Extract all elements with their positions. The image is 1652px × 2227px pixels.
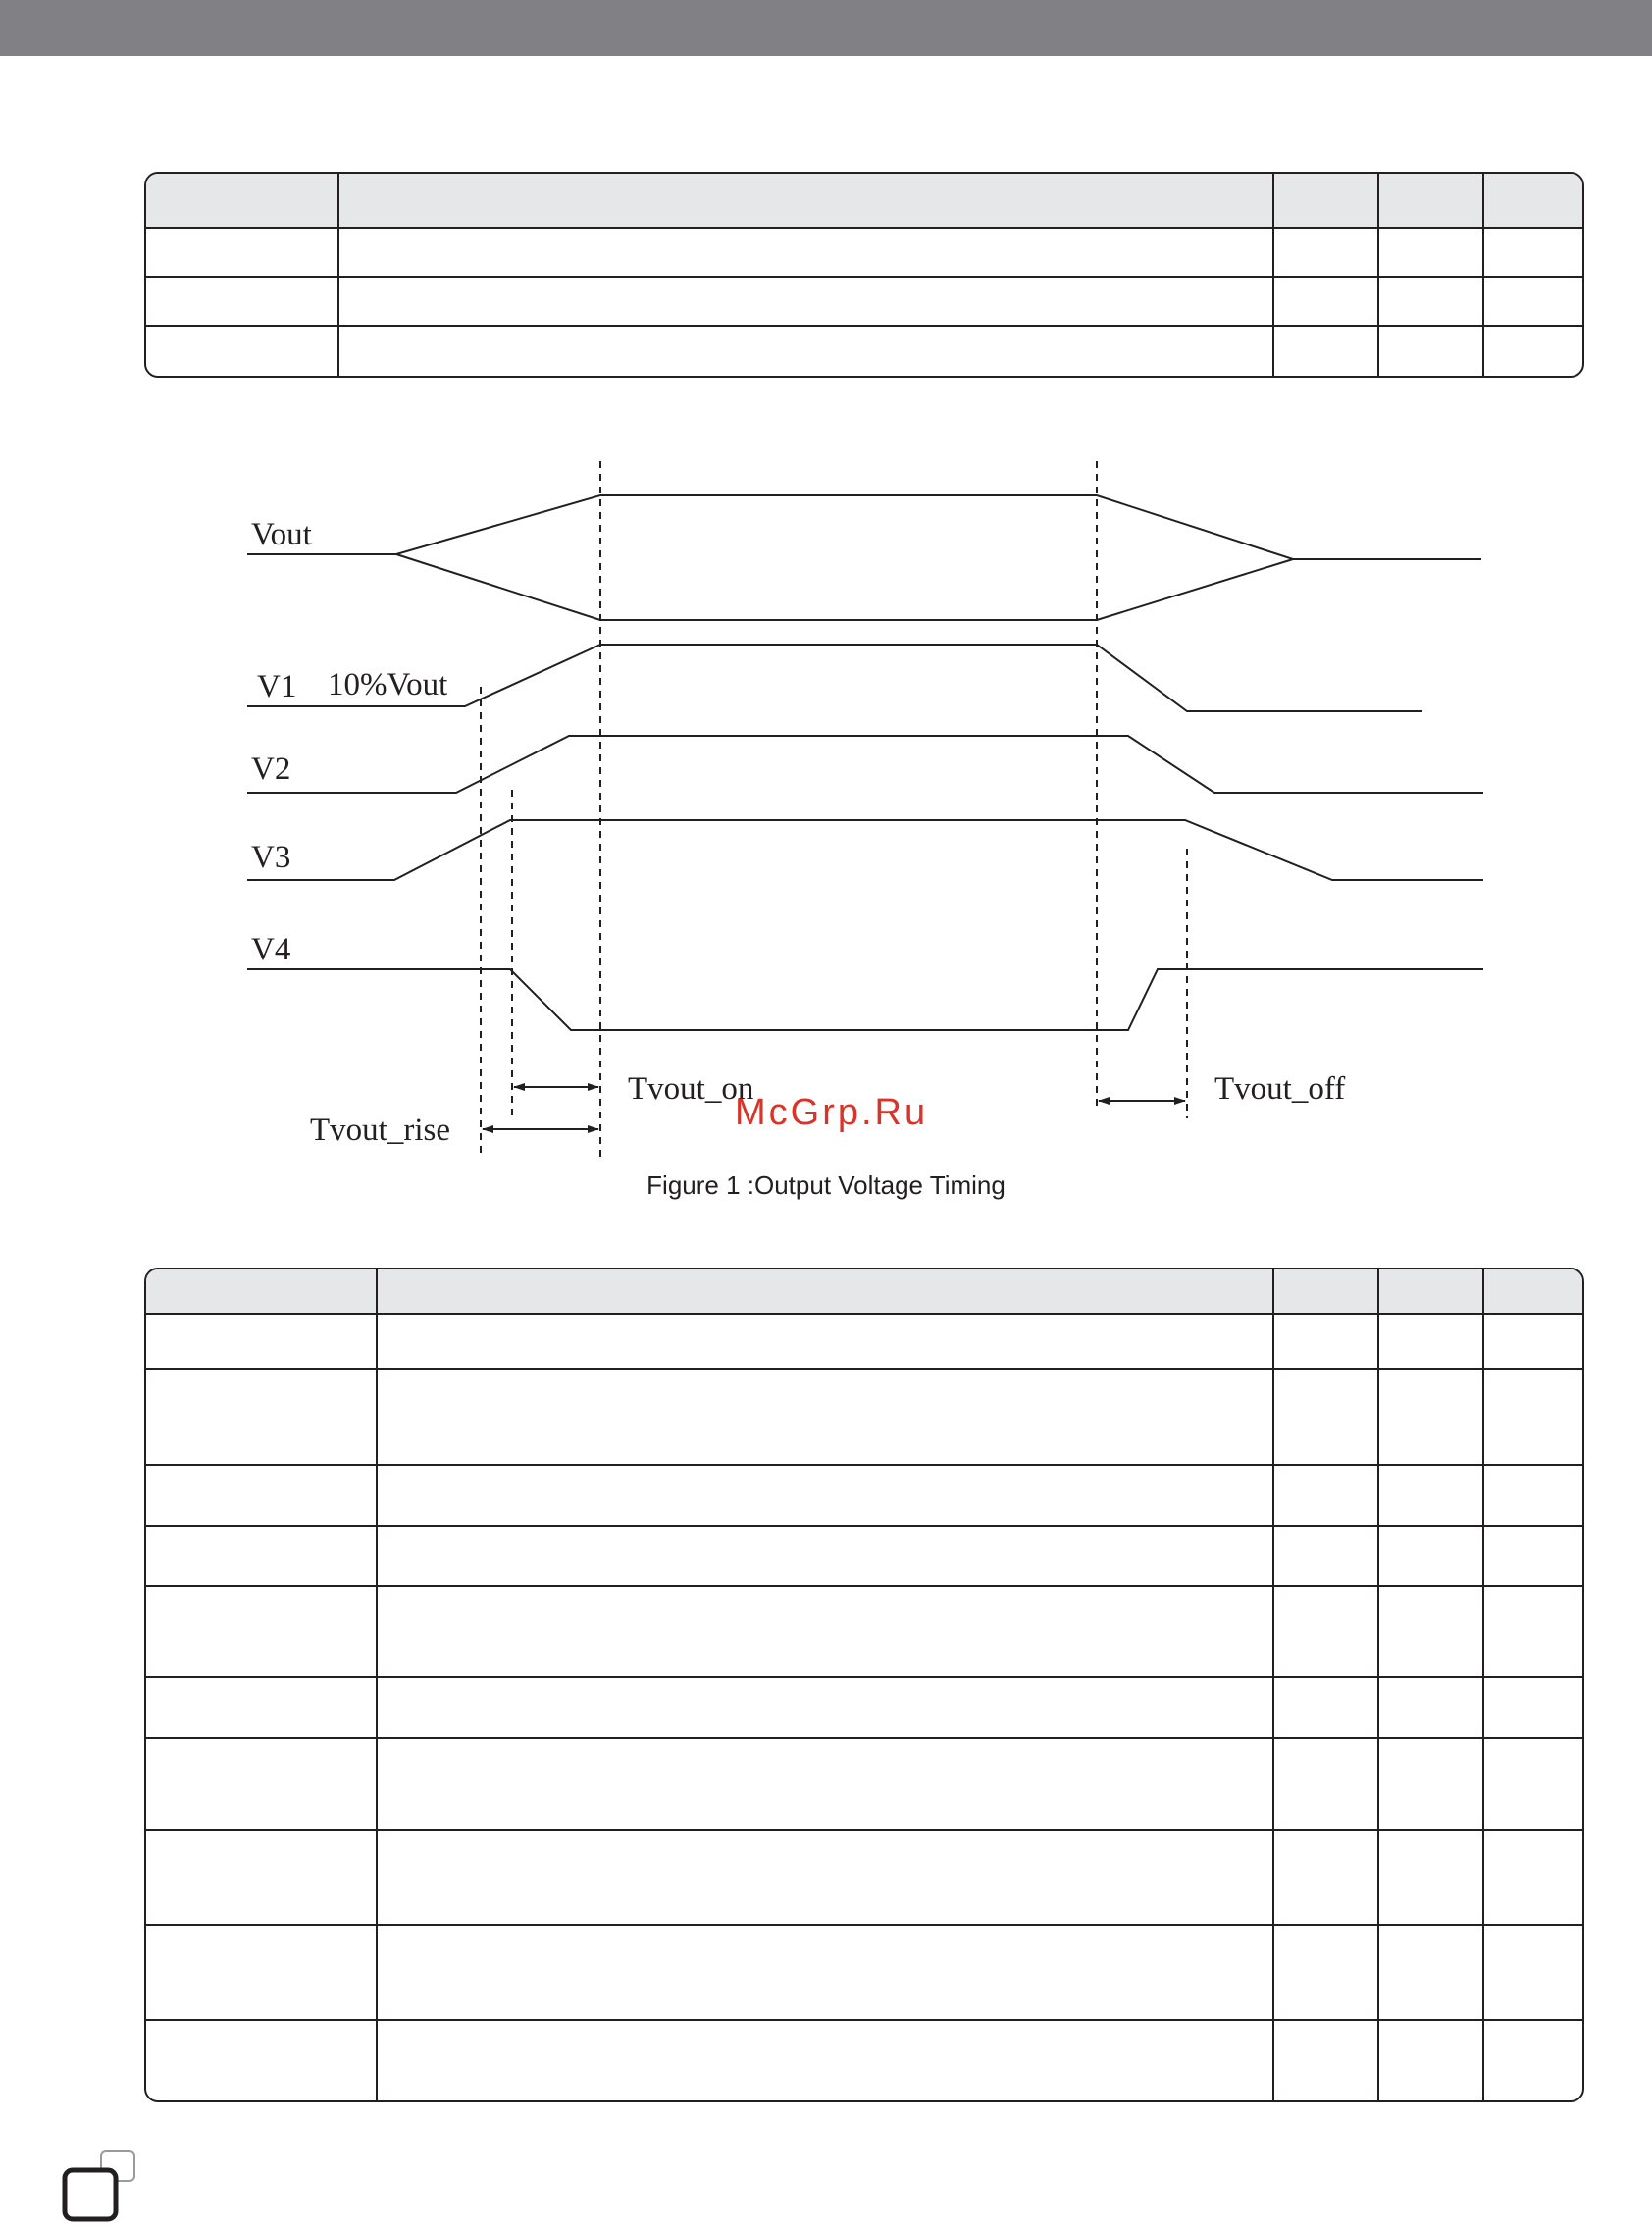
table-row [146, 1678, 1582, 1739]
v3-label: V3 [251, 840, 291, 875]
tvout-rise-label: Tvout_rise [310, 1113, 450, 1148]
table-row [146, 229, 1582, 278]
spec-table-1 [144, 172, 1584, 378]
table-row [146, 1315, 1582, 1370]
vout-upper-waveform [247, 495, 1481, 559]
header-bar [0, 0, 1652, 56]
table-row [146, 1527, 1582, 1587]
vout-lower-waveform [396, 554, 1293, 620]
table-row [146, 1466, 1582, 1527]
table-row [146, 278, 1582, 327]
table-row [146, 327, 1582, 376]
v2-label: V2 [251, 751, 291, 787]
v3-waveform [247, 820, 1483, 880]
vout-label: Vout [251, 517, 312, 552]
v1-threshold-label: 10%Vout [328, 667, 448, 702]
tvout-off-label: Tvout_off [1214, 1071, 1346, 1107]
tvout-on-label: Tvout_on [628, 1071, 754, 1107]
spec-table-2 [144, 1268, 1584, 2102]
watermark: McGrp.Ru [735, 1092, 929, 1133]
v2-waveform [247, 736, 1483, 793]
v4-label: V4 [251, 932, 291, 967]
v4-waveform [247, 969, 1483, 1030]
table-header-row [146, 1269, 1582, 1315]
v1-label: V1 [257, 669, 297, 704]
table-header-row [146, 174, 1582, 229]
table-row [146, 1739, 1582, 1831]
table-row [146, 1370, 1582, 1466]
table-row [146, 1831, 1582, 1926]
table-row [146, 2021, 1582, 2100]
figure-caption: Figure 1 :Output Voltage Timing [646, 1170, 1006, 1200]
table-row [146, 1926, 1582, 2021]
table-row [146, 1587, 1582, 1678]
page-logo-icon [59, 2149, 147, 2227]
output-voltage-timing-diagram [0, 432, 1652, 1207]
